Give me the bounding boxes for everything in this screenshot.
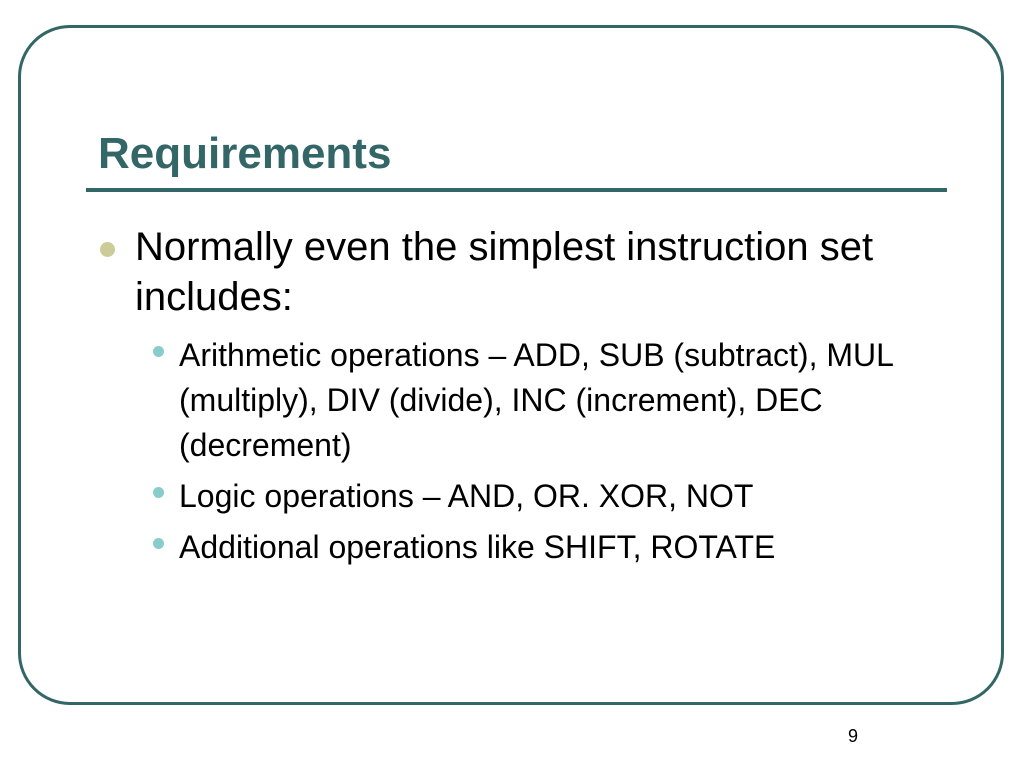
title-underline bbox=[86, 188, 947, 192]
sub-bullet-text: Arithmetic operations – ADD, SUB (subtract), MUL (multiply), DIV (divide), INC (increment), DEC (decrement) bbox=[179, 337, 893, 463]
slide-title: Requirements bbox=[98, 129, 392, 178]
sub-bullet-dot bbox=[153, 487, 164, 498]
sub-bullet-text: Additional operations like SHIFT, ROTATE bbox=[179, 529, 776, 565]
page-number: 9 bbox=[848, 726, 859, 746]
bullet-text: Normally even the simplest instruction set includes: bbox=[135, 225, 874, 319]
bullet-dot bbox=[100, 242, 115, 257]
sub-bullet-text: Logic operations – AND, OR. XOR, NOT bbox=[179, 478, 754, 514]
sub-bullet-dot bbox=[153, 538, 164, 549]
sub-bullet-dot bbox=[153, 346, 164, 357]
